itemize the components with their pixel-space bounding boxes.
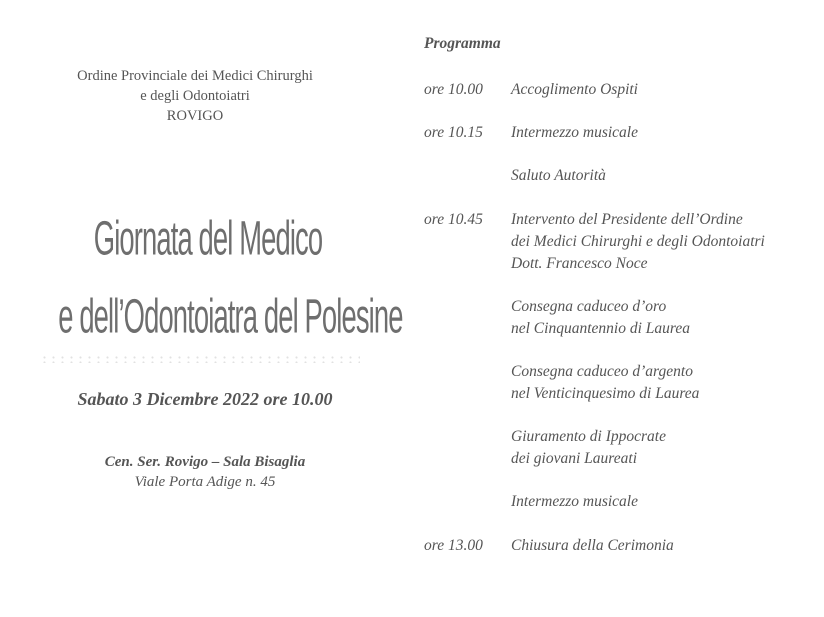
venue-address: Viale Porta Adige n. 45	[134, 474, 276, 490]
programme-item-description	[511, 165, 606, 187]
programme-item-line: Giuramento di Ippocrate	[511, 428, 666, 445]
programme-item-time: ore 10.45	[424, 211, 483, 228]
programme-item-line: Consegna caduceo d’argento	[511, 363, 693, 380]
programme-item-line: Dott. Francesco Noce	[511, 255, 648, 272]
programme-item-line: Intermezzo musicale	[511, 124, 638, 141]
organization-line-2: e degli Odontoiatri	[140, 88, 250, 104]
programme-item-description	[511, 491, 638, 513]
programme-item-line: Intervento del Presidente dell’Ordine	[511, 211, 743, 228]
event-title-line-2: e dell’Odontoiatra del Polesine	[58, 290, 403, 344]
programme-item-time: ore 13.00	[424, 537, 483, 554]
programme-item-line: Saluto Autorità	[511, 167, 606, 184]
programme-item-line: dei giovani Laureati	[511, 450, 637, 467]
event-date: Sabato 3 Dicembre 2022 ore 10.00	[77, 389, 333, 409]
programme-item-time: ore 10.15	[424, 124, 483, 141]
organization-line-1: Ordine Provinciale dei Medici Chirurghi	[77, 68, 313, 84]
programme-item-line: nel Cinquantennio di Laurea	[511, 320, 690, 337]
programme-item-description	[511, 209, 765, 275]
programme-item-line: dei Medici Chirurghi e degli Odontoiatri	[511, 233, 765, 250]
programme-item-description	[511, 79, 638, 101]
programme-item-description	[511, 122, 638, 144]
invitation-left-panel	[0, 0, 410, 617]
event-title-line-1: Giornata del Medico	[93, 212, 323, 266]
programme-panel	[410, 0, 824, 617]
programme-item-description	[511, 535, 674, 557]
event-venue	[20, 452, 390, 492]
programme-item-description	[511, 296, 690, 340]
programme-item-line: Accoglimento Ospiti	[511, 81, 638, 98]
organization-city: ROVIGO	[166, 108, 224, 124]
decorative-print-artifact	[40, 355, 360, 363]
programme-item-description	[511, 361, 699, 405]
programme-item-line: nel Venticinquesimo di Laurea	[511, 385, 700, 402]
programme-item-line: Chiusura della Cerimonia	[511, 537, 674, 554]
programme-item-time: ore 10.00	[424, 81, 483, 98]
programme-heading: Programma	[424, 35, 501, 52]
event-title	[58, 200, 403, 356]
organization-name	[20, 66, 370, 126]
programme-item-description	[511, 426, 666, 470]
programme-item-line: Intermezzo musicale	[511, 493, 638, 510]
programme-item-line: Consegna caduceo d’oro	[511, 298, 667, 315]
venue-name: Cen. Ser. Rovigo – Sala Bisaglia	[104, 454, 306, 470]
